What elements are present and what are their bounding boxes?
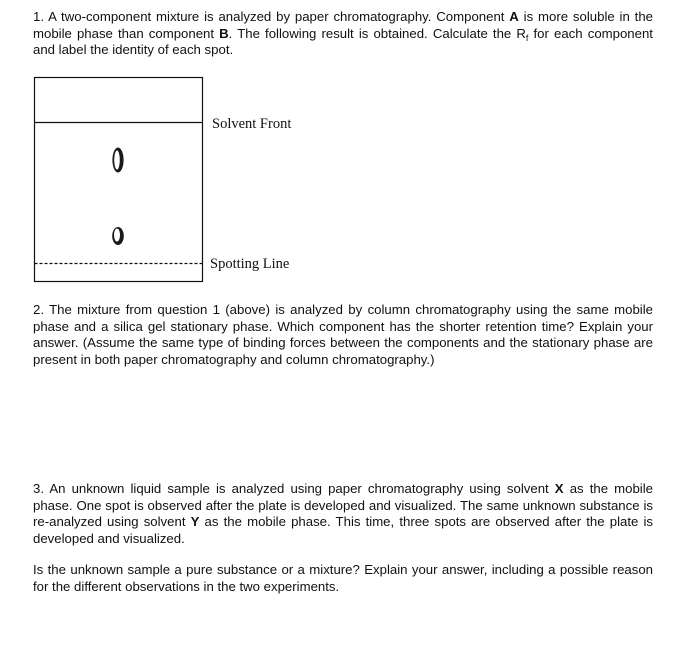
question-1-text-part1: A two-component mixture is analyzed by paper chromatography. Component <box>44 9 510 24</box>
question-1-number: 1. <box>33 9 44 24</box>
question-1-text-part3: . The following result is obtained. Calculate the R <box>228 25 526 41</box>
chromatography-plate <box>35 78 203 282</box>
question-1-text-part4: for each component and label the identity of each spot. <box>33 25 653 57</box>
solvent-x-label: X <box>554 481 564 496</box>
question-3-followup: Is the unknown sample a pure substance or a mixture? Explain your answer, including a possible reason for the different observations in the two experiments. <box>33 562 653 594</box>
question-3 <box>33 481 653 547</box>
spot-upper <box>112 148 123 173</box>
solvent-y-label: Y <box>190 514 200 529</box>
question-3-text-part1: 3. An unknown liquid sample is analyzed using paper chromatography using solvent <box>33 481 555 496</box>
component-a-label: A <box>509 9 519 24</box>
solvent-front-label: Solvent Front <box>212 116 292 132</box>
question-3-text-part2: as the mobile phase. One spot is observed after the plate is developed and visualized. The same unknown substance is re-analyzed using solvent <box>33 481 653 529</box>
chromatography-plate-diagram <box>32 74 302 284</box>
question-3-text-part3: as the mobile phase. This time, three spots are observed after the plate is developed and visualized. <box>33 514 653 546</box>
question-1 <box>33 9 653 59</box>
question-2: 2. The mixture from question 1 (above) is analyzed by column chromatography using the same mobile phase and a silica gel stationary phase. Which component has the shorter retention time? Explain your answer. (Assume the same type of binding forces between the components and the stationary phase are present in both paper chromatography and column chromatography.) <box>33 302 653 367</box>
spotting-line-label: Spotting Line <box>210 256 290 272</box>
question-1-text-part2: is more soluble in the mobile phase than component <box>33 9 653 41</box>
component-b-label: B <box>219 25 229 41</box>
spot-lower <box>112 227 124 245</box>
rf-subscript: f <box>525 32 529 43</box>
